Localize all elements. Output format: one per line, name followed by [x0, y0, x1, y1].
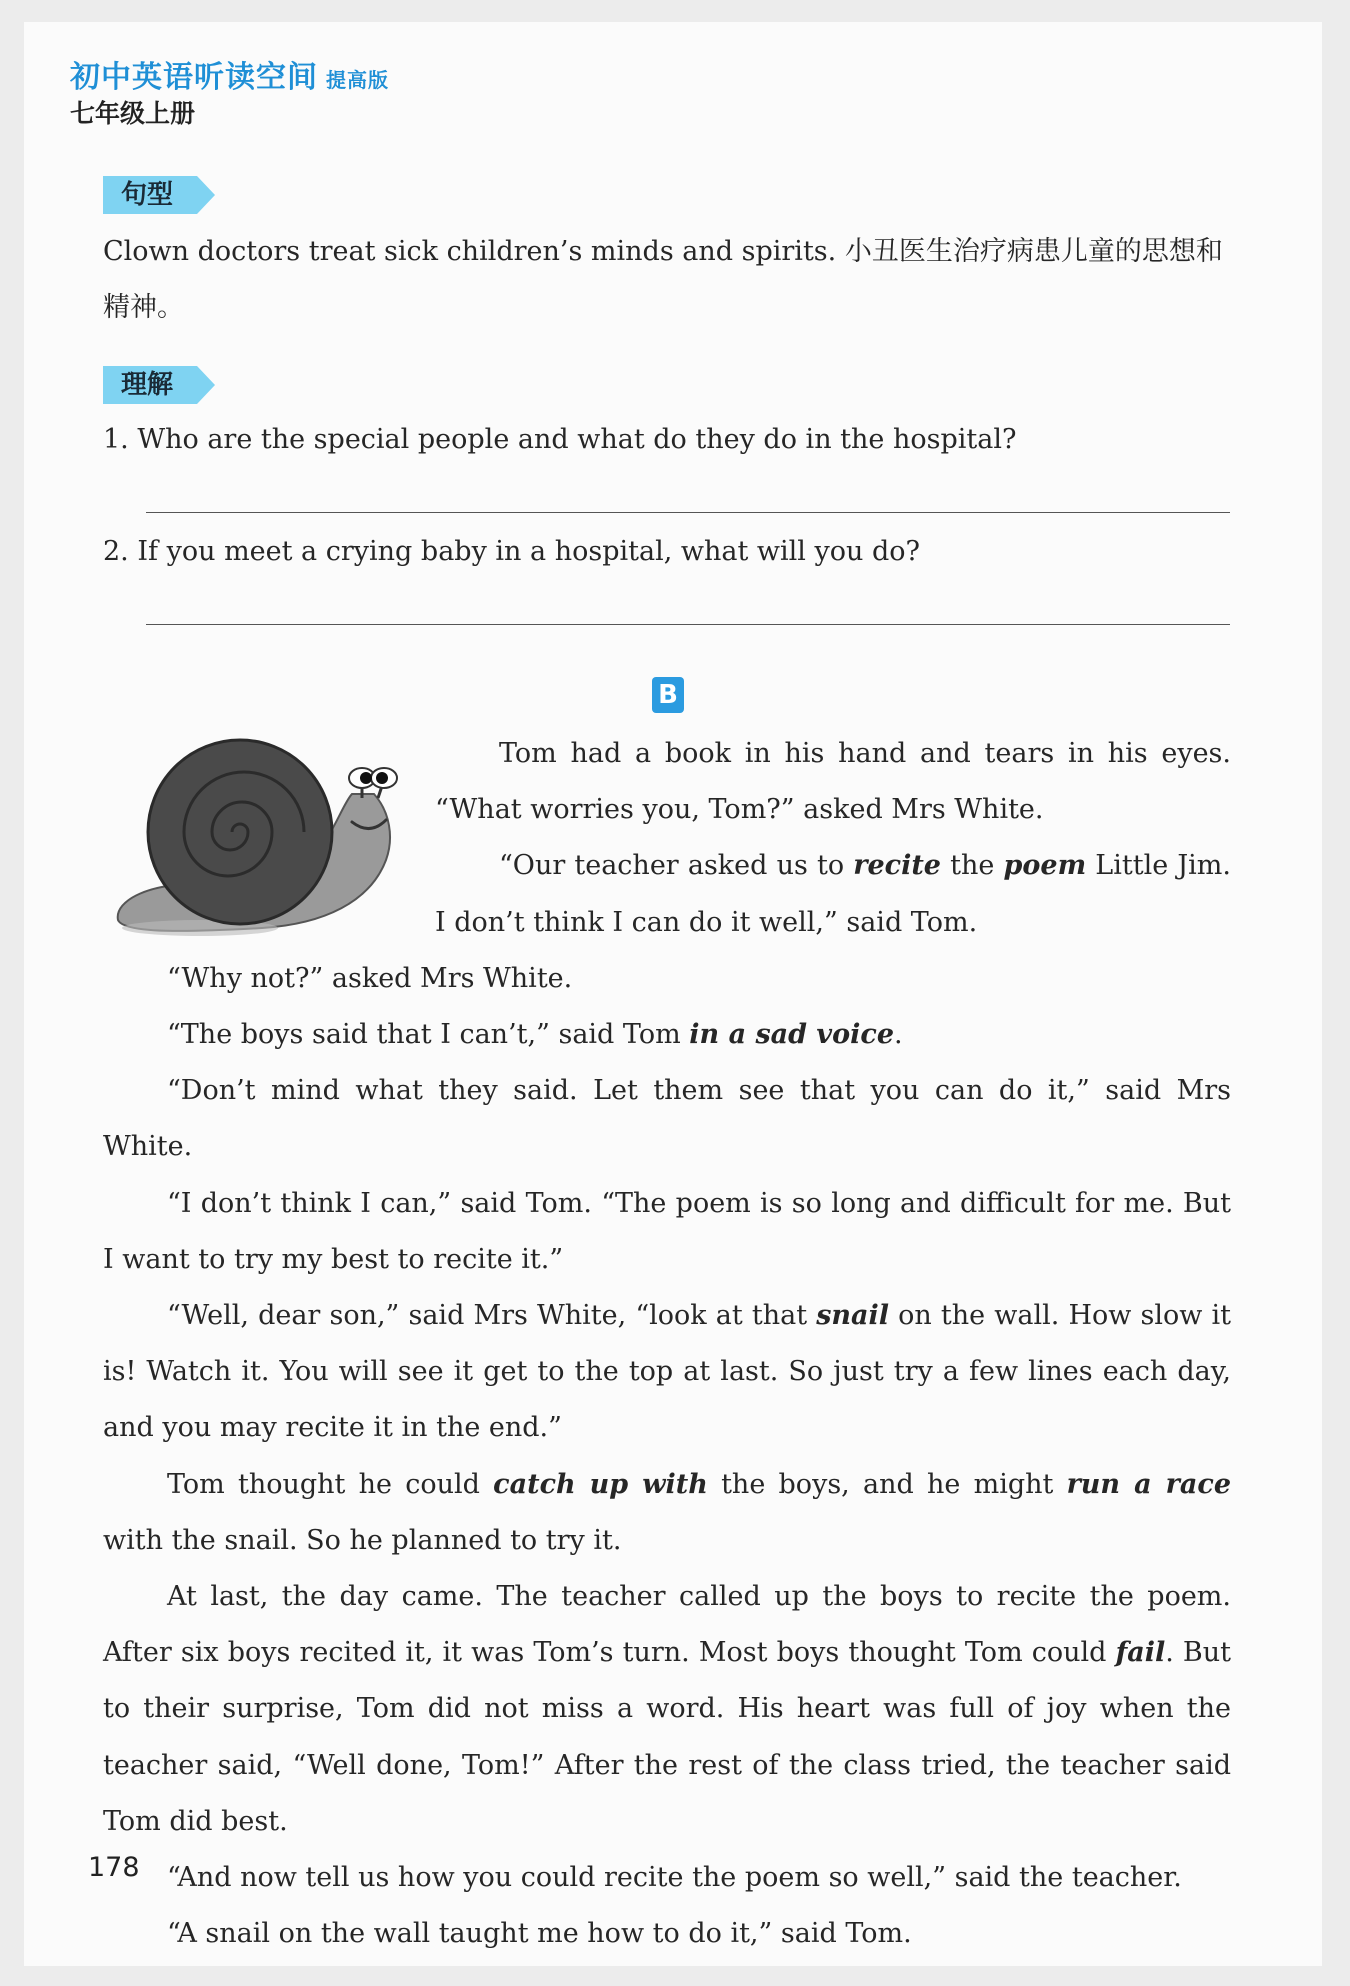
question-2: 2. If you meet a crying baby in a hospital, what will you do? — [103, 536, 920, 567]
sentence-pattern-text: Clown doctors treat sick children’s minds and spirits. 小丑医生治疗病患儿童的思想和精神。 — [103, 236, 1223, 323]
book-title-text: 初中英语听读空间 — [70, 60, 318, 95]
story-paragraph-8: Tom thought he could catch up with the boys, and he might run a race with the snail. So he planned to try it. — [103, 1468, 1231, 1556]
section-tag-comprehension — [103, 366, 215, 404]
page-number: 178 — [88, 1852, 140, 1883]
passage-b-story — [103, 726, 1231, 1962]
story-paragraph-3: “Why not?” asked Mrs White. — [167, 962, 573, 994]
section-tag-sentence-label: 句型 — [121, 180, 174, 210]
story-paragraph-4: “The boys said that I can’t,” said Tom in a sad voice. — [167, 1019, 903, 1051]
book-title — [70, 52, 389, 96]
story-paragraph-2: “Our teacher asked us to recite the poem Little Jim. I don’t think I can do it well,” said Tom. — [435, 850, 1231, 938]
story-paragraph-10: “And now tell us how you could recite the poem so well,” said the teacher. — [167, 1862, 1182, 1894]
story-paragraph-9: At last, the day came. The teacher called up the boys to recite the poem. After six boys recited it, it was Tom’s turn. Most boys thought Tom could fail. But to their surprise, Tom did not miss a word. His heart was full of joy when the teacher said, “Well done, Tom!” After the rest of the class tried, the teacher said Tom did best. — [103, 1581, 1231, 1837]
story-paragraph-11: “A snail on the wall taught me how to do it,” said Tom. — [167, 1918, 912, 1950]
story-paragraph-1: Tom had a book in his hand and tears in his eyes. “What worries you, Tom?” asked Mrs White. — [435, 738, 1231, 826]
answer-line-2[interactable] — [146, 624, 1230, 625]
section-tag-comprehension-label: 理解 — [121, 370, 174, 400]
edition-label: 提高版 — [326, 68, 389, 92]
story-paragraph-6: “I don’t think I can,” said Tom. “The poem is so long and difficult for me. But I want to try my best to recite it.” — [103, 1187, 1231, 1275]
question-1: 1. Who are the special people and what do they do in the hospital? — [103, 424, 1017, 455]
grade-subtitle: 七年级上册 — [70, 99, 196, 128]
story-paragraph-5: “Don’t mind what they said. Let them see that you can do it,” said Mrs White. — [103, 1075, 1231, 1163]
answer-line-1[interactable] — [146, 512, 1230, 513]
story-paragraph-7: “Well, dear son,” said Mrs White, “look at that snail on the wall. How slow it is! Watch it. You will see it get to the top at last. So just try a few lines each day, and you may recite it in the end.” — [103, 1300, 1231, 1444]
section-tag-sentence — [103, 176, 215, 214]
passage-label-badge: B — [652, 677, 684, 713]
